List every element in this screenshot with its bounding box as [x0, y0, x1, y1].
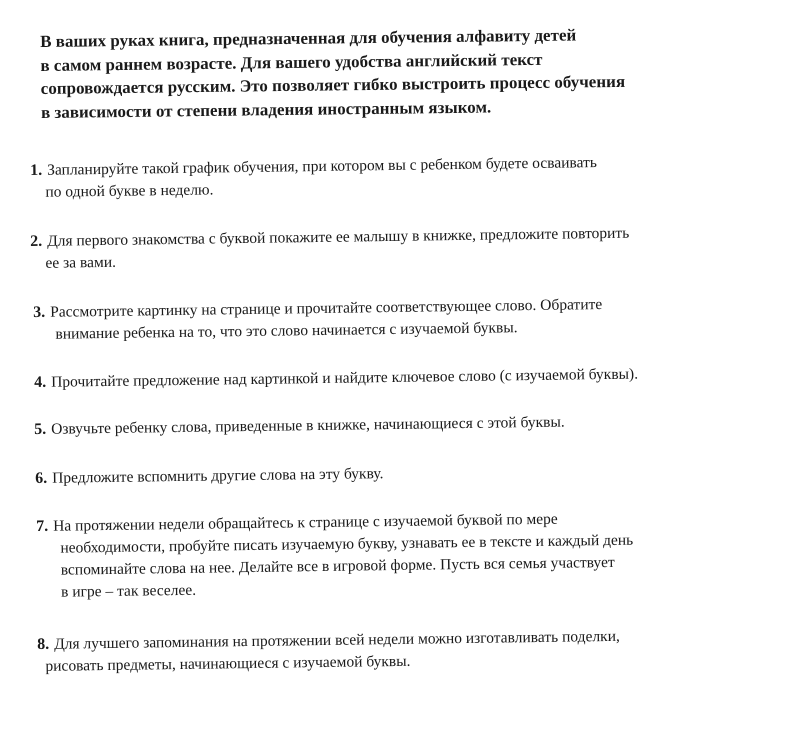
- intro-line: В ваших руках книга, предназначенная для обучения алфавиту детей: [40, 25, 577, 51]
- item-number: 1.: [30, 161, 43, 179]
- item-text: Предложите вспомнить другие слова на эту букву.: [52, 465, 384, 487]
- item-text: На протяжении недели обращайтесь к странице с изучаемой буквой по мере: [53, 510, 558, 535]
- item-text: ее за вами.: [45, 253, 117, 272]
- intro-paragraph: [40, 21, 741, 124]
- intro-line: в самом раннем возрасте. Для вашего удобства английский текст: [40, 49, 543, 75]
- item-number: 2.: [30, 232, 43, 250]
- item-text: Для лучшего запоминания на протяжении всей недели можно изготавливать поделки,: [54, 627, 620, 653]
- item-number: 6.: [35, 469, 48, 487]
- item-text: Озвучьте ребенку слова, приведенные в книжке, начинающиеся с этой буквы.: [51, 413, 565, 438]
- item-text: в игре – так веселее.: [60, 581, 197, 601]
- item-number: 7.: [36, 517, 49, 535]
- item-number: 4.: [34, 373, 47, 391]
- list-item-1: [30, 152, 597, 204]
- list-item-7: [36, 508, 634, 604]
- item-number: 8.: [37, 635, 50, 653]
- item-text: Для первого знакомства с буквой покажите ее малышу в книжке, предложите повторить: [47, 224, 630, 250]
- item-text: по одной букве в неделю.: [45, 181, 214, 201]
- list-item-6: [35, 463, 384, 490]
- item-text: вспоминайте слова на нее. Делайте все в игровой форме. Пусть вся семья участвует: [60, 553, 615, 579]
- item-text: Рассмотрите картинку на странице и прочитайте соответствующее слово. Обратите: [50, 296, 603, 321]
- list-item-2: [30, 223, 630, 275]
- item-number: 3.: [33, 303, 46, 321]
- item-text: внимание ребенка на то, что это слово начинается с изучаемой буквы.: [55, 319, 518, 343]
- intro-line: сопровождается русским. Это позволяет гибко выстроить процесс обучения: [40, 71, 626, 98]
- list-item-4: [34, 364, 638, 394]
- item-text: рисовать предметы, начинающиеся с изучаемой буквы.: [45, 652, 411, 675]
- item-text: необходимости, пробуйте писать изучаемую букву, узнавать ее в тексте и каждый день: [60, 531, 634, 557]
- item-text: Прочитайте предложение над картинкой и найдите ключевое слово (с изучаемой буквы).: [51, 365, 639, 391]
- list-item-5: [34, 412, 565, 441]
- list-item-8: [37, 626, 620, 678]
- list-item-3: [33, 294, 603, 346]
- item-text: Запланируйте такой график обучения, при котором вы с ребенком будете осваивать: [47, 154, 597, 179]
- item-number: 5.: [34, 420, 47, 438]
- intro-line: в зависимости от степени владения иностранным языком.: [40, 96, 492, 122]
